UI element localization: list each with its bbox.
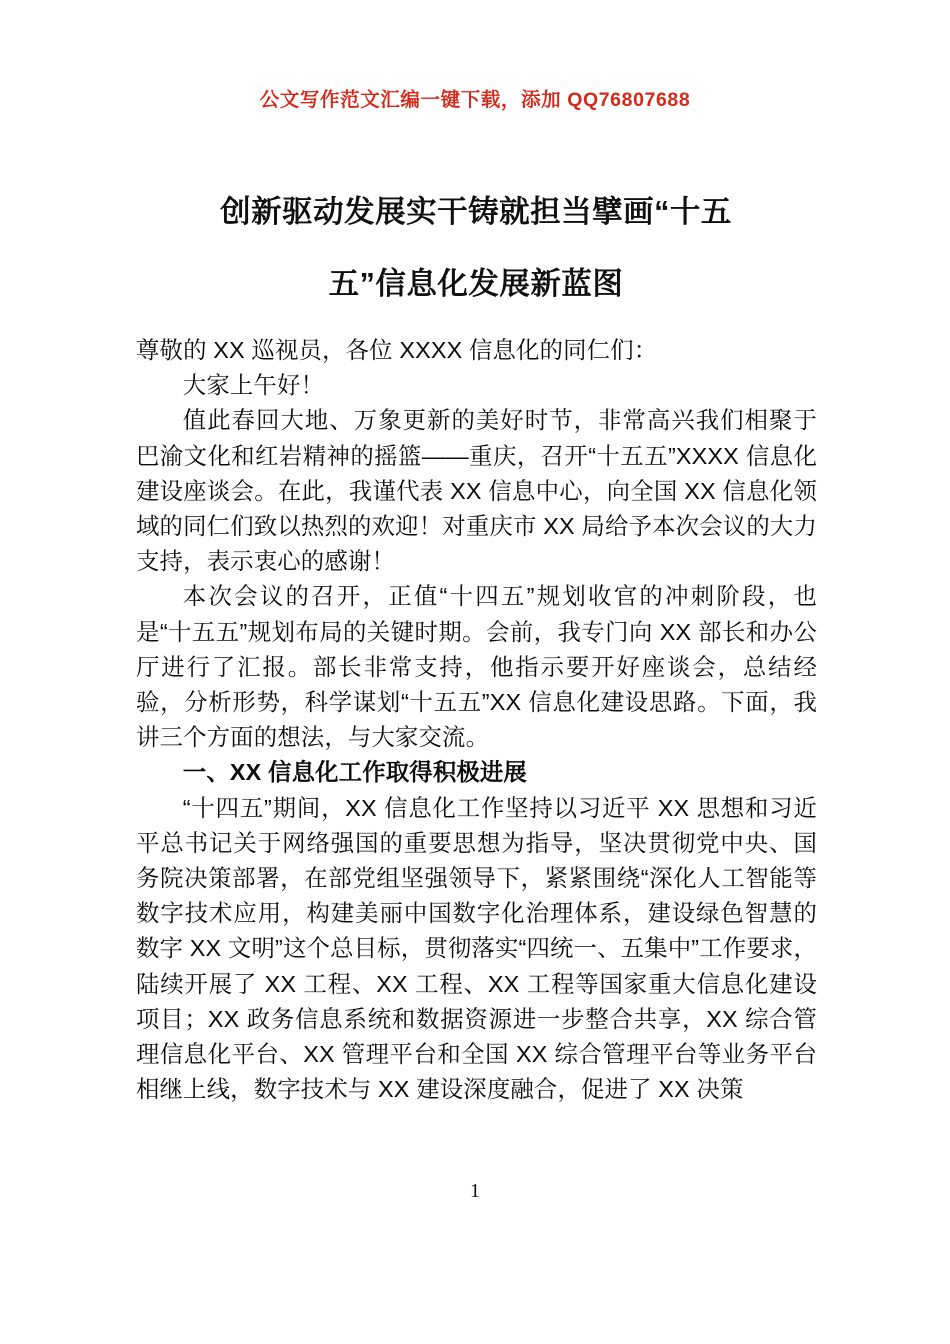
page-title-line-2: 五”信息化发展新蓝图 bbox=[328, 267, 624, 301]
paragraph-opening-welcome: 值此春回大地、万象更新的美好时节，非常高兴我们相聚于巴渝文化和红岩精神的摇篮——重庆，召开“十五五”XXXX 信息化建设座谈会。在此，我谨代表 XX 信息中心，向全国 XX 信息化领域的同仁们致以热烈的欢迎！对重庆市 XX 局给予本次会议的大力支持，表示衷心的感谢！ bbox=[136, 407, 817, 575]
page-number: 1 bbox=[470, 1180, 480, 1202]
document-body bbox=[136, 333, 817, 1107]
paragraph-salutation: 尊敬的 XX 巡视员，各位 XXXX 信息化的同仁们： bbox=[136, 337, 658, 363]
page-title-line-1: 创新驱动发展实干铸就担当擘画“十五 bbox=[220, 195, 732, 229]
paragraph-section-one-body: “十四五”期间，XX 信息化工作坚持以习近平 XX 思想和习近平总书记关于网络强国的重要思想为指导，坚决贯彻党中央、国务院决策部署，在部党组坚强领导下，紧紧围绕“深化人工智能等数字技术应用，构建美丽中国数字化治理体系，建设绿色智慧的数字 XX 文明”这个总目标，贯彻落实“四统一、五集中”工作要求，陆续开展了 XX 工程、XX 工程、XX 工程等国家重大信息化建设项目；XX 政务信息系统和数据资源进一步整合共享，XX 综合管理信息化平台、XX 管理平台和全国 XX 综合管理平台等业务平台相继上线，数字技术与 XX 建设深度融合，促进了 XX 决策 bbox=[136, 794, 817, 1103]
promo-watermark-header: 公文写作范文汇编一键下载，添加 QQ76807688 bbox=[259, 89, 691, 111]
paragraph-greeting: 大家上午好！ bbox=[182, 372, 325, 399]
paragraph-meeting-context: 本次会议的召开，正值“十四五”规划收官的冲刺阶段，也是“十五五”规划布局的关键时期。会前，我专门向 XX 部长和办公厅进行了汇报。部长非常支持，他指示要开好座谈会，总结经验，分析形势，科学谋划“十五五”XX 信息化建设思路。下面，我讲三个方面的想法，与大家交流。 bbox=[136, 583, 817, 751]
page-title bbox=[140, 176, 812, 320]
section-heading-one: 一、XX 信息化工作取得积极进展 bbox=[182, 759, 527, 786]
